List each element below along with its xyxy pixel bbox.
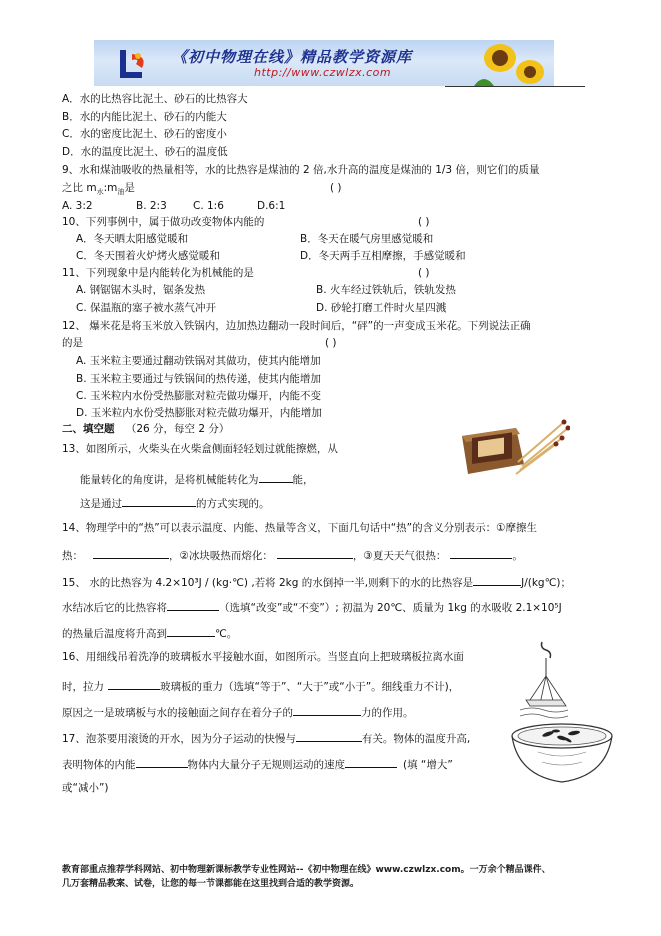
q14-blank-3[interactable]: [450, 546, 512, 559]
q11-option-c: C. 保温瓶的塞子被水蒸气冲开: [76, 302, 217, 314]
q17-stem-line3: 或“减小”): [62, 782, 109, 794]
q17-stem-line1: [62, 729, 470, 746]
q13-text-a: 能量转化的角度讲，是将机械能转化为: [80, 474, 259, 486]
q10-answer-paren: ( ): [418, 216, 430, 228]
footer-line-2: 几万套精品教案、试卷，让您的每一节课都能在这里找到合适的教学资源。: [62, 879, 360, 889]
q15-text-a: 15、 水的比热容为 4.2×10³J / (kg·℃) ,若将 2kg 的水倒掉一半,则剩下的水的比热容是: [62, 577, 474, 589]
q12-option-c: C. 玉米粒内水份受热膨胀对粒壳做功爆开，内能不变: [76, 390, 322, 402]
site-logo-icon: [112, 46, 152, 82]
q16-blank-2[interactable]: [293, 703, 361, 716]
q14-stem-line2: [62, 546, 523, 563]
header-banner: [94, 40, 554, 86]
matchbox-figure: [458, 414, 570, 486]
q17-text-e: (填 “增大”: [403, 759, 453, 771]
q9-stem-line1: 9、水和煤油吸收的热量相等，水的比热容是煤油的 2 倍,水升高的温度是煤油的 1/3 倍，则它们的质量: [62, 164, 540, 176]
q15-stem-line2: [62, 598, 562, 615]
q11-stem: 11、下列现象中是内能转化为机械能的是: [62, 267, 254, 279]
q16-text-a: 时，拉力: [62, 681, 104, 693]
q16-stem-line3: [62, 703, 414, 720]
q13-stem-line3: [80, 494, 270, 511]
q9-answer-paren: ( ): [330, 182, 342, 194]
q11-answer-paren: ( ): [418, 267, 430, 279]
q15-blank-3[interactable]: [167, 624, 215, 637]
q8-option-a: A．水的比热容比泥土、砂石的比热容大: [62, 93, 248, 105]
q16-stem-line2: [62, 677, 459, 694]
q15-blank-1[interactable]: [473, 573, 521, 586]
q16-text-b: 玻璃板的重力（选填“等于”、“大于”或“小于”。细线重力不计)，: [160, 681, 460, 693]
q10-option-d: D．冬天两手互相摩擦，手感觉暖和: [300, 250, 466, 262]
q17-text-b: 有关。物体的温度升高,: [361, 733, 471, 745]
q17-text-a: 17、泡茶要用滚烫的开水，因为分子运动的快慢与: [62, 733, 296, 745]
q13-stem-line2: [80, 470, 314, 487]
q9-option-b: B. 2:3: [136, 200, 167, 212]
q16-blank-1[interactable]: [108, 677, 160, 690]
q13-blank-2[interactable]: [122, 494, 196, 507]
q17-blank-2[interactable]: [136, 755, 188, 768]
q10-option-a: A．冬天晒太阳感觉暖和: [76, 233, 189, 245]
q9-ratio-b: :m: [103, 182, 118, 194]
section-title: 二、填空题: [62, 423, 115, 435]
q15-stem-line1: [62, 573, 571, 590]
q15-text-b: J/(kg℃)；: [521, 577, 571, 589]
banner-underline: [445, 86, 585, 87]
q8-option-b: B．水的内能比泥土、砂石的内能大: [62, 111, 227, 123]
q16-text-d: 力的作用。: [361, 707, 414, 719]
q12-answer-paren: ( ): [325, 337, 337, 349]
q15-text-c: 水结冰后它的比热容将: [62, 602, 167, 614]
q9-option-a: A. 3:2: [62, 200, 93, 212]
q17-blank-1[interactable]: [296, 729, 362, 742]
q13-text-c: 这是通过: [80, 498, 122, 510]
q12-option-a: A. 玉米粒主要通过翻动铁锅对其做功，使其内能增加: [76, 355, 321, 367]
q9-stem-line2: [62, 181, 135, 199]
q17-blank-3[interactable]: [345, 755, 397, 768]
banner-url[interactable]: http://www.czwlzx.com: [254, 66, 392, 79]
q15-blank-2[interactable]: [167, 598, 219, 611]
q9-option-d: D.6:1: [257, 200, 286, 212]
q14-blank-2[interactable]: [277, 546, 353, 559]
q8-option-c: C．水的密度比泥土、砂石的密度小: [62, 128, 227, 140]
q14-blank-1[interactable]: [93, 546, 169, 559]
q12-stem-line1: 12、 爆米花是将玉米放入铁锅内，边加热边翻动一段时间后，“砰”的一声变成玉米花。下列说法正确: [62, 320, 531, 332]
sunflower-icon: [474, 42, 548, 86]
footer-line-1: 教育部重点推荐学科网站、初中物理新课标教学专业性网站--《初中物理在线》www.czwlzx.com。一万余个精品课件、: [62, 865, 551, 875]
q17-stem-line2: [62, 755, 453, 772]
q12-stem-line2: 的是: [62, 337, 83, 349]
q9-sub-water: 水: [96, 188, 104, 197]
q11-option-b: B. 火车经过铁轨后，铁轨发热: [316, 284, 456, 296]
q17-text-d: 物体内大量分子无规则运动的速度: [187, 759, 345, 771]
q13-blank-1[interactable]: [259, 470, 293, 483]
glass-plate-figure: [520, 640, 570, 720]
q16-stem-line1: 16、用细线吊着洗净的玻璃板水平接触水面，如图所示。当竖直向上把玻璃板拉离水面: [62, 651, 464, 663]
q14-text-a: 热：: [62, 550, 83, 562]
q13-text-b: 能，: [292, 474, 314, 486]
q9-ratio-c: 是: [124, 182, 135, 194]
q13-text-d: 的方式实现的。: [196, 498, 270, 510]
q13-stem-line1: 13、如图所示，火柴头在火柴盒侧面轻轻划过就能擦燃，从: [62, 443, 338, 455]
q12-option-d: D. 玉米粒内水份受热膨胀对粒壳做功爆开，内能增加: [76, 407, 322, 419]
q15-text-e: 的热量后温度将升高到: [62, 628, 167, 640]
q10-option-c: C．冬天围着火炉烤火感觉暖和: [76, 250, 220, 262]
q15-text-d: （选填“改变”或“不变”）; 初温为 20℃、质量为 1kg 的水吸收 2.1×10⁵J: [219, 602, 562, 614]
section-fill-in-heading: [62, 422, 229, 436]
section-score: （26 分，每空 2 分）: [125, 423, 230, 435]
q15-stem-line3: [62, 624, 237, 641]
q9-sub-oil: 油: [117, 188, 125, 197]
q14-text-b: ，②冰块吸热而熔化：: [169, 550, 273, 562]
q10-stem: 10、下列事例中，属于做功改变物体内能的: [62, 216, 265, 228]
q11-option-d: D. 砂轮打磨工件时火星四溅: [316, 302, 447, 314]
q15-text-f: ℃。: [215, 628, 238, 640]
q10-option-b: B．冬天在暖气房里感觉暖和: [300, 233, 434, 245]
q14-stem-line1: 14、物理学中的“热”可以表示温度、内能、热量等含义，下面几句话中“热”的含义分别表示：①摩擦生: [62, 522, 538, 534]
q16-text-c: 原因之一是玻璃板与水的接触面之间存在着分子的: [62, 707, 293, 719]
banner-title: 《初中物理在线》精品教学资源库: [172, 48, 413, 66]
tea-bowl-figure: [508, 718, 616, 788]
q14-text-c: ，③夏天天气很热：: [352, 550, 447, 562]
q11-option-a: A. 钢锯锯木头时，锯条发热: [76, 284, 206, 296]
q12-option-b: B. 玉米粒主要通过与铁锅间的热传递，使其内能增加: [76, 373, 321, 385]
q17-text-c: 表明物体的内能: [62, 759, 136, 771]
q9-ratio-a: 之比 m: [62, 182, 97, 194]
q14-text-d: 。: [512, 550, 523, 562]
q8-option-d: D．水的温度比泥土、砂石的温度低: [62, 146, 228, 158]
q9-option-c: C. 1:6: [193, 200, 224, 212]
